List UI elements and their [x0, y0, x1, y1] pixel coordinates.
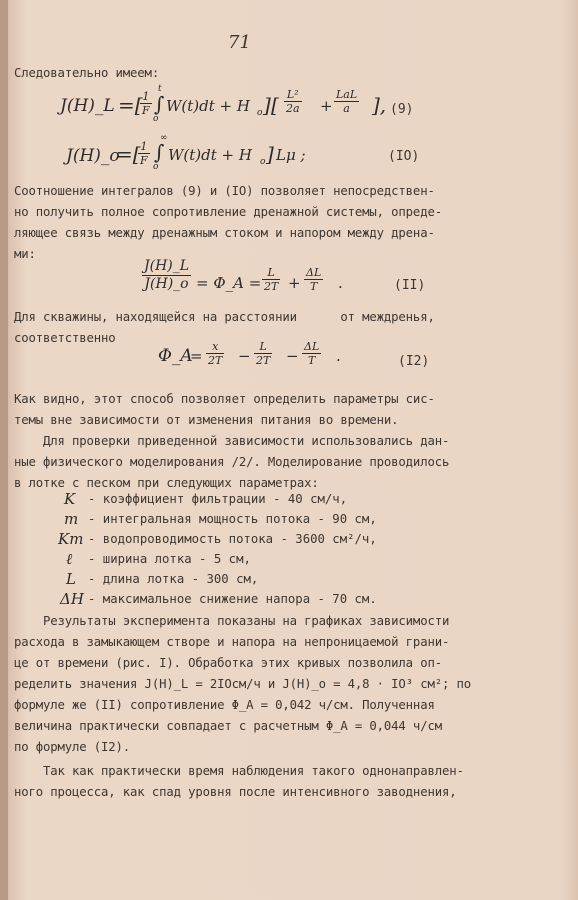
eq12-eq: = [190, 347, 203, 365]
page-number: 71 [228, 32, 251, 53]
param-symbol: ℓ [66, 550, 73, 568]
eq12-lhs: Φ_A [158, 346, 193, 366]
eq10-integrand: W(t)dt + H [168, 146, 252, 164]
eq11-mid: = Φ_A = [196, 274, 262, 292]
eq9-fracA: $\frac{\text{L²}}{2a}$ [286, 88, 300, 115]
eq12-number: (I2) [398, 354, 430, 369]
para3-line-1: Как видно, этот способ позволяет определить параметры сис- [14, 392, 435, 406]
para3-line-2: темы вне зависимости от изменения питания во времени. [14, 413, 399, 427]
eq10-h-sub: o [260, 157, 266, 167]
eq10-bracket-open: =[ [116, 142, 141, 166]
param-symbol: m [64, 510, 79, 528]
eq12-dot: . [336, 347, 341, 365]
eq9-bracket-open: =[ [118, 93, 143, 117]
binding-edge [0, 0, 8, 900]
param-text: - водопроводимость потока - 3600 см²/ч, [88, 532, 377, 546]
param-symbol: ΔH [60, 590, 84, 608]
integral-sign-icon: ∫ [154, 92, 165, 116]
para2-line-2: соответственно [14, 331, 116, 345]
para4-line-5: формуле же (II) сопротивление Φ_A = 0,042 ч/см. Полученная [14, 698, 435, 712]
eq12-fracB: $\frac{L}{2T}$ [256, 340, 271, 367]
eq9-integrand: W(t)dt + H [166, 97, 250, 115]
eq11-frac: $\frac{J(H)\_L}{J(H)\_o}$ [144, 258, 190, 292]
eq11-fracA: $\frac{L}{2T}$ [264, 266, 279, 293]
eq10-frac: $\frac{1}{F}$ [140, 140, 148, 167]
eq12-fracC: $\frac{\Delta L}{T}$ [304, 340, 320, 367]
eq9-bracket2-close: ], [372, 93, 387, 117]
eq10-int-top: ∞ [160, 133, 168, 143]
eq9-int-bot: o [153, 114, 159, 124]
para3-line-5: в лотке с песком при следующих параметрах: [14, 476, 319, 490]
eq9-number: (9) [390, 102, 414, 117]
eq10-number: (IO) [388, 149, 420, 164]
eq9-frac1: $\frac{1}{F}$ [142, 90, 150, 117]
eq11-fracB: $\frac{\Delta L}{T}$ [306, 266, 322, 293]
para4-line-4: ределить значения J(H)_L = 2IOсм/ч и J(H)_o = 4,8 · IO³ см²; по [14, 677, 471, 691]
eq11-dot: . [338, 274, 343, 292]
param-symbol: Km [58, 530, 84, 548]
para5-line-1: Так как практически время наблюдения такого однонаправлен- [14, 764, 464, 778]
integral-sign-icon: ∫ [154, 140, 165, 164]
param-symbol: K [64, 490, 76, 508]
para1-line-2: но получить полное сопротивление дренажной системы, опреде- [14, 205, 442, 219]
eq9-bracket2-open: [ [271, 93, 279, 117]
para4-line-1: Результаты эксперимента показаны на графиках зависимости [14, 614, 450, 628]
param-text: - коэффициент фильтрации - 40 см/ч, [88, 492, 348, 506]
eq12-minus1: − [238, 347, 251, 365]
eq11-plus: + [288, 274, 301, 292]
param-text: - максимальное снижение напора - 70 см. [88, 592, 377, 606]
eq12-fracA: $\frac{x}{2T}$ [208, 340, 223, 367]
para4-line-2: расхода в замыкающем створе и напора на непроницаемой грани- [14, 635, 450, 649]
param-symbol: L [66, 570, 76, 588]
eq10-bracket-close: ] [266, 142, 274, 166]
para1-line-4: ми: [14, 247, 36, 261]
intro-line: Следовательно имеем: [14, 66, 160, 80]
param-text: - длина лотка - 300 см, [88, 572, 259, 586]
eq9-h-sub: o [257, 108, 263, 118]
para5-line-2: ного процесса, как спад уровня после интенсивного заводнения, [14, 785, 457, 799]
para3-line-3: Для проверки приведенной зависимости использовались дан- [14, 434, 450, 448]
eq12-minus2: − [286, 347, 299, 365]
para1-line-1: Соотношение интегралов (9) и (IO) позволяет непосредствен- [14, 184, 435, 198]
para2-line-1: Для скважины, находящейся на расстоянии от междренья, [14, 310, 435, 324]
eq10-lhs: J(H)_o [66, 146, 120, 166]
para1-line-3: ляющее связь между дренажным стоком и напором между дрена- [14, 226, 435, 240]
eq9-int-top: t [158, 84, 162, 94]
eq10-tail: Lμ ; [276, 146, 306, 164]
param-text: - интегральная мощность потока - 90 см, [88, 512, 377, 526]
para3-line-4: ные физического моделирования /2/. Моделирование проводилось [14, 455, 450, 469]
para4-line-3: це от времени (рис. I). Обработка этих кривых позволила оп- [14, 656, 442, 670]
eq9-fracB: LaL a [336, 88, 358, 115]
eq10-int-bot: o [153, 162, 159, 172]
para4-line-7: по формуле (I2). [14, 740, 131, 754]
eq11-number: (II) [394, 278, 426, 293]
eq9-plus: + [320, 97, 333, 115]
eq9-lhs: J(H)_L [60, 96, 115, 116]
para4-line-6: величина практически совпадает с расчетным Φ_A = 0,044 ч/см [14, 719, 442, 733]
param-text: - ширина лотка - 5 см, [88, 552, 251, 566]
eq9-bracket1-close: ] [263, 93, 271, 117]
